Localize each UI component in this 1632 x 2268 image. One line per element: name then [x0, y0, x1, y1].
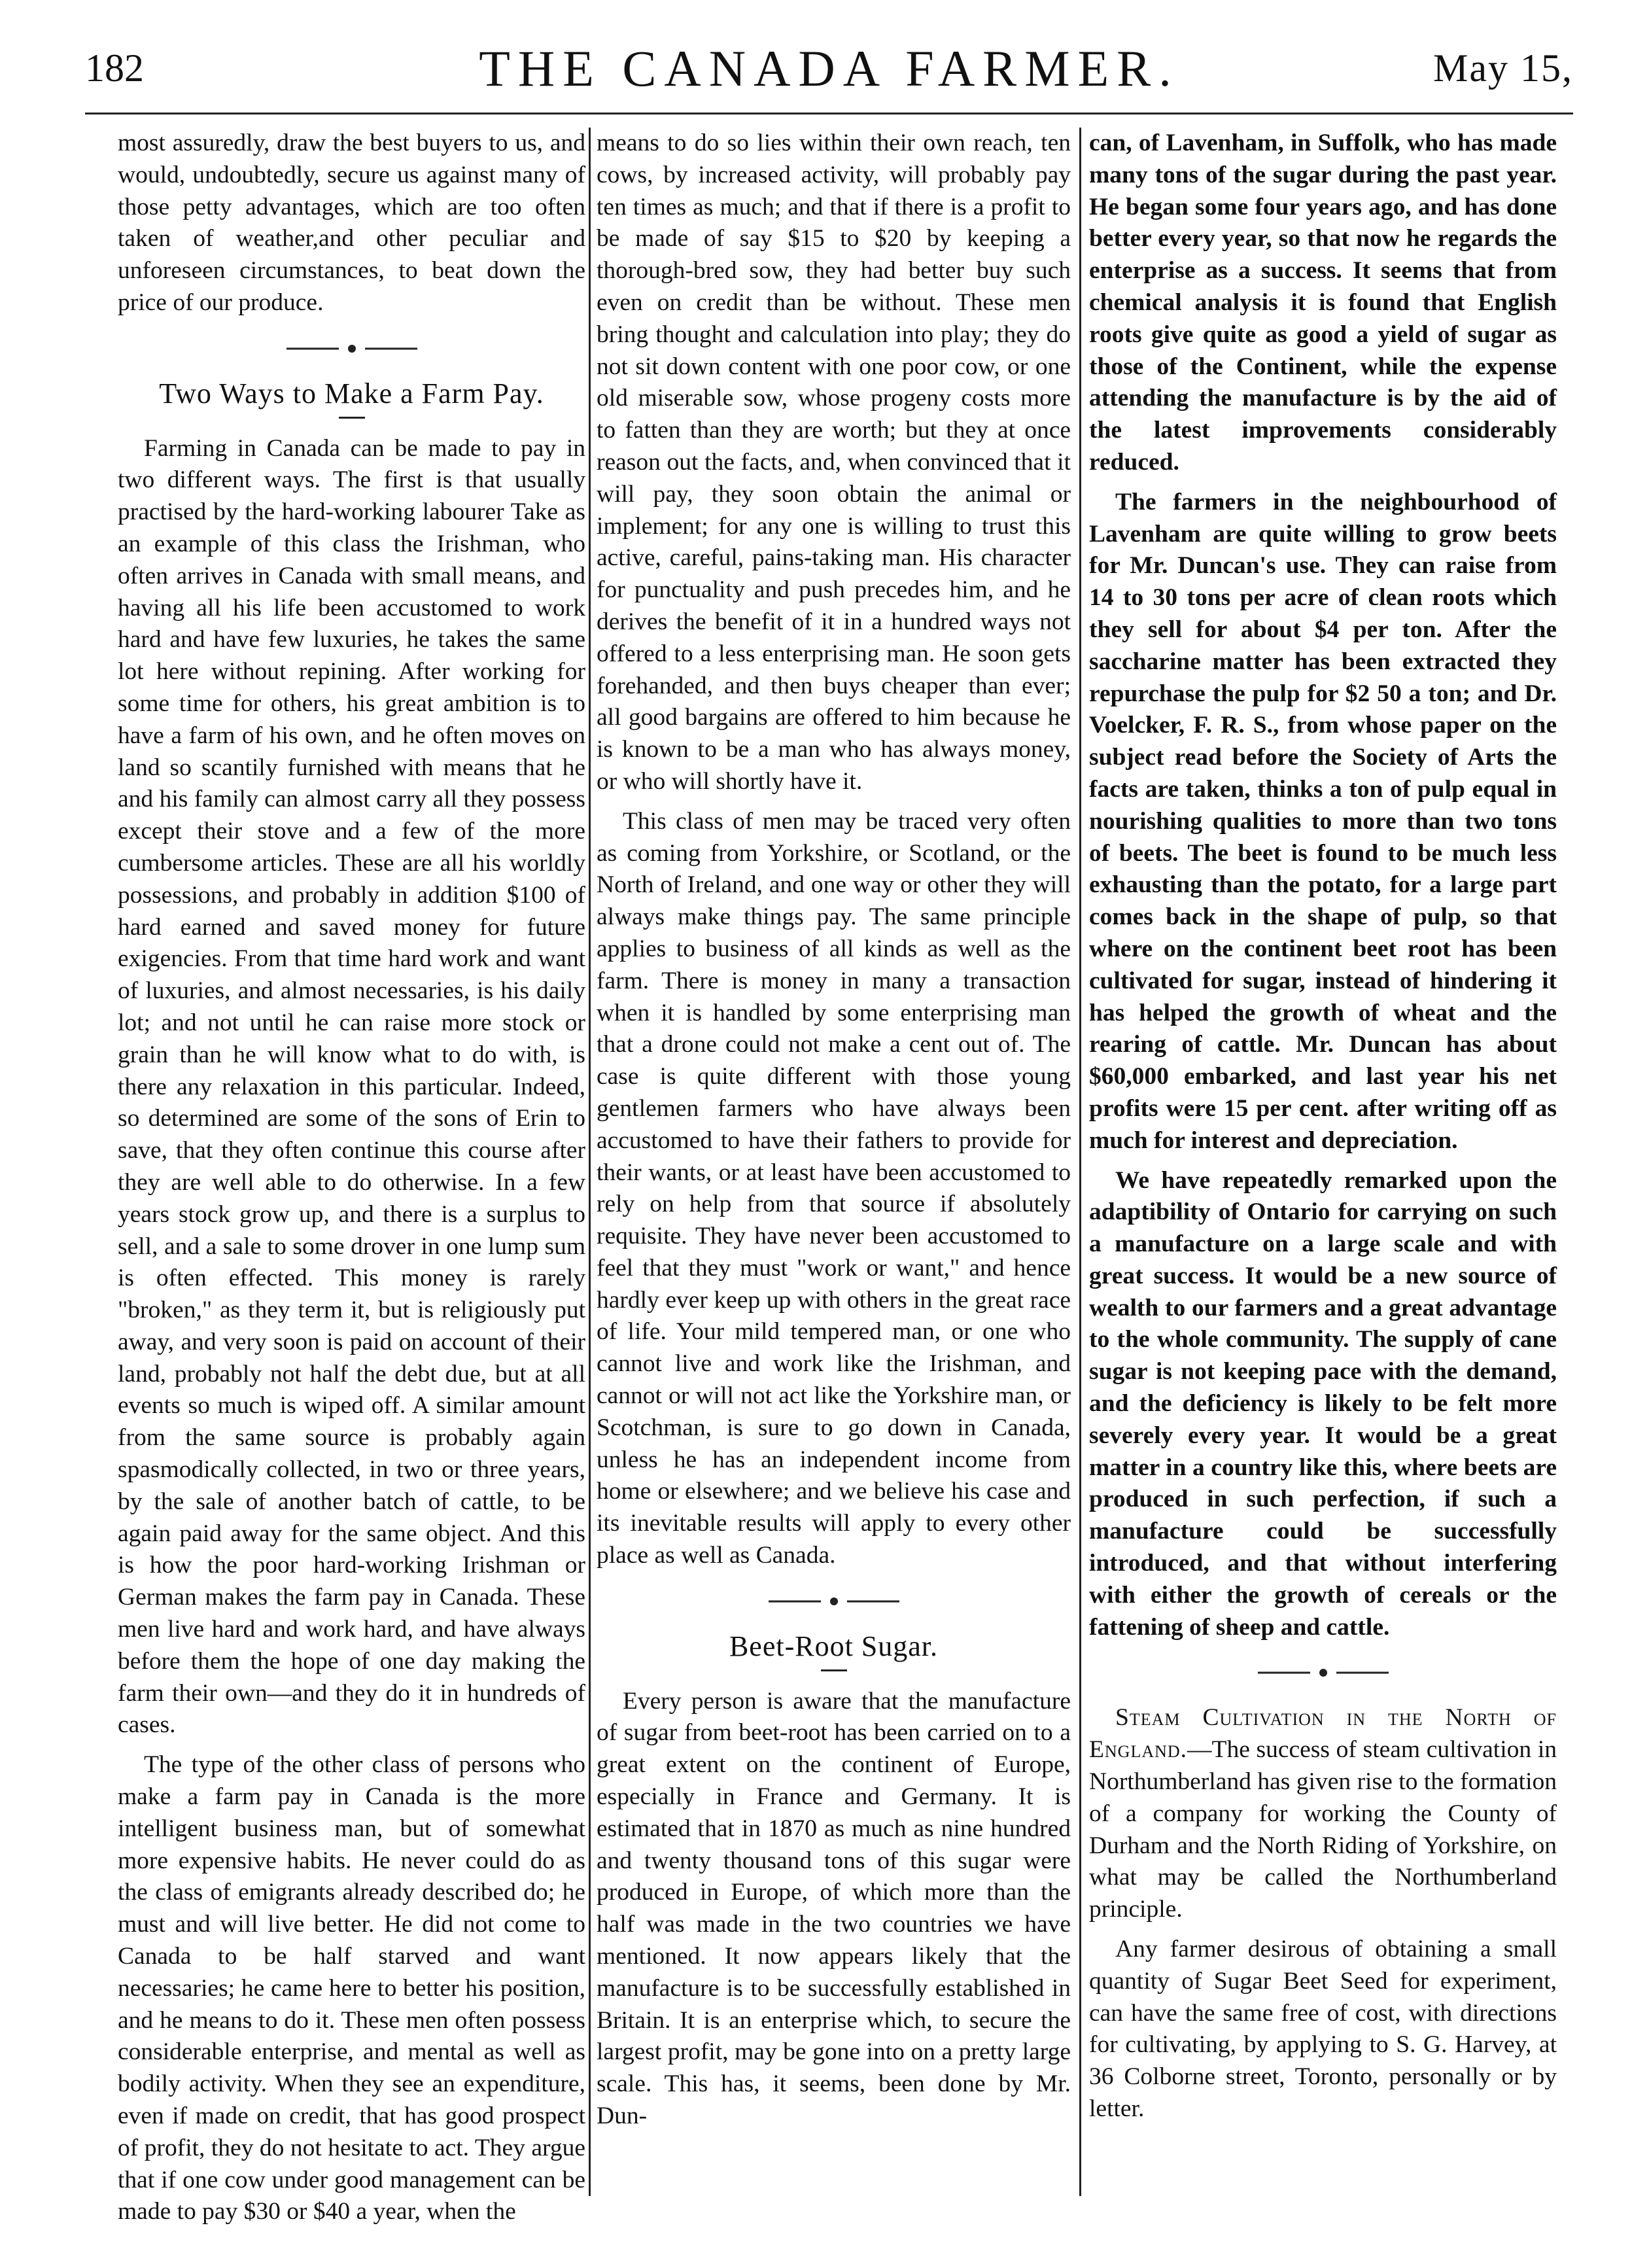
ornament-rule-icon: [1258, 1666, 1389, 1679]
article-heading-beet-root-sugar: Beet-Root Sugar.: [729, 1630, 939, 1662]
page-header: [85, 39, 1573, 111]
col3-paragraph-1: can, of Lavenham, in Suffolk, who has made many tons of the sugar during the past year. He began some four years ago, and has done better every year, so that now he regards the enterprise as a success. It seems that from chemical analysis it is found that English roots give quite as good a yield of sugar as those of the Continent, while the expense attending the manufacture is by the aid of the latest improvements considerably reduced.: [1089, 130, 1557, 476]
page-number: 182: [85, 46, 144, 90]
steam-cultivation-lead: Steam Cultivation in the North of England.: [1089, 1704, 1557, 1764]
col3-paragraph-2: The farmers in the neighbourhood of Lavenham are quite willing to grow beets for Mr. Duncan's use. They can raise from 14 to 30 tons per acre of clean roots which they sell for about $4 per ton. After the saccharine matter has been extracted they repurchase the pulp for $2 50 a ton; and Dr. Voelcker, F. R. S., from whose paper on the subject read before the Society of Arts the facts are taken, thinks a ton of pulp equal in nourishing qualities to more than two tons of beets. The beet is found to be much less exhausting than the potato, for a large part comes back in the shape of pulp, so that where on the continent beet root has been cultivated for sugar, instead of hindering it has helped the growth of wheat and the rearing of cattle. Mr. Duncan has about $60,000 embarked, and last year his net profits were 15 per cent. after writing off as much for interest and depreciation.: [1089, 488, 1557, 1154]
steam-cultivation-body: —The success of steam cultivation in Northumberland has given rise to the formation of a company for working the County of Durham and the North Riding of Yorkshire, on what may be called the Northumberland principle.: [1089, 1736, 1557, 1923]
section-ornament: [118, 332, 585, 358]
column-divider-1: [589, 128, 591, 2196]
col3-paragraph-5: Any farmer desirous of obtaining a small quantity of Sugar Beet Seed for experiment, can have the same free of cost, with directions for cultivating, by applying to S. G. Harvey, at 36 Colborne street, Toronto, personally or by letter.: [1089, 1936, 1557, 2123]
article-heading-farm-pay: Two Ways to Make a Farm Pay.: [159, 377, 544, 410]
column-1: [118, 128, 585, 2225]
issue-date: May 15,: [1433, 46, 1573, 90]
masthead-title: THE CANADA FARMER.: [479, 40, 1179, 97]
col2-paragraph-1: means to do so lies within their own reach, ten cows, by increased activity, will probably pay ten times as much; and that if there is a profit to be made of say $15 to $20 by keeping a thorough-bred sow, they had better buy such even on credit than be without. These men bring thought and calculation into play; they do not sit down content with one poor cow, or one old miserable sow, whose progeny costs more to fatten than they are worth; but they at once reason out the facts, and, when convinced that it will pay, they soon obtain the animal or implement; for any one is willing to trust this active, careful, pains-taking man. His character for punctuality and push precedes him, and he derives the benefit of it in a hundred ways not offered to a less enterprising man. He soon gets forehanded, and then buys cheaper than ever; all good bargains are offered to him because he is known to be a man who has always money, or who will shortly have it.: [597, 130, 1071, 795]
header-rule: [85, 113, 1573, 114]
col2-paragraph-2: This class of men may be traced very often as coming from Yorkshire, or Scotland, or the North of Ireland, and one way or other they will always make things pay. The same principle applies to business of all kinds as well as the farm. There is money in many a transaction when it is handled by some enterprising man that a drone could not make a cent out of. The case is quite different with those young gentlemen farmers who have always been accustomed to have their fathers to provide for their wants, or at least have been accustomed to rely on help from that source if absolutely requisite. They have never been accustomed to feel that they must "work or want," and hence hardly ever keep up with others in the great race of life. Your mild tempered man, or one who cannot live and work like the Irishman, and cannot or will not act like the Yorkshire man, or Scotchman, is sure to go down in Canada, unless he has an independent income from home or elsewhere; and we believe his case and its inevitable results will apply to every other place as well as Canada.: [597, 807, 1071, 1569]
col2-paragraph-3: Every person is aware that the manufacture of sugar from beet-root has been carried on to a great extent on the continent of Europe, especially in France and Germany. It is estimated that in 1870 as much as nine hundred and twenty thousand tons of this sugar were produced in Europe, of which more than the half was made in the two countries we have mentioned. It now appears likely that the manufacture is to be successfully established in Britain. It is an enterprise which, to secure the largest profit, may be gone into on a pretty large scale. This has, it seems, been done by Mr. Dun-: [597, 1687, 1071, 2130]
column-2: [597, 128, 1071, 2189]
column-3: [1089, 128, 1557, 2189]
col1-paragraph-2: The type of the other class of persons who make a farm pay in Canada is the more intelligent business man, but of somewhat more expensive habits. He never could do as the class of emigrants already described do; he must and will live better. He did not come to Canada to be half starved and want necessaries; he came here to better his position, and he means to do it. These men often possess considerable enterprise, and mental as well as bodily activity. When they see an expenditure, even if made on credit, that has good prospect of profit, they do not hesitate to act. They argue that if one cow under good management can be made to pay $30 or $40 a year, when the: [118, 1751, 585, 2225]
section-ornament: [1089, 1656, 1557, 1683]
section-ornament: [597, 1585, 1071, 1611]
col3-paragraph-4: [1089, 1702, 1557, 1926]
ornament-rule-icon: [286, 342, 417, 355]
col1-paragraph-1: Farming in Canada can be made to pay in two different ways. The first is that usually practised by the hard-working labourer Take as an example of this class the Irishman, who often arrives in Canada with small means, and having all his life been accustomed to work hard and have few luxuries, he takes the same lot here without repining. After working for some time for others, his great ambition is to have a farm of his own, and he often moves on land so scantily furnished with means that he and his family can almost carry all they possess except their stove and a few of the more cumbersome articles. These are all his worldly possessions, and probably in addition $100 of hard earned and saved money for future exigencies. From that time hard work and want of luxuries, and almost necessaries, is his daily lot; and not until he can raise more stock or grain than he will know what to do with, is there any relaxation in this particular. Indeed, so determined are some of the sons of Erin to save, that they often continue this course after they are well able to do otherwise. In a few years stock grow up, and there is a surplus to sell, and a sale to some drover in one lump sum is often effected. This money is rarely "broken," as they term it, but is religiously put away, and very soon is paid on account of their land, probably not half the debt due, but at all events so much is wiped off. A similar amount from the same source is probably again spasmodically collected, in two or three years, by the sale of another batch of cattle, to be again paid away for the same object. And this is how the poor hard-working Irishman or German makes the farm pay in Canada. These men live hard and work hard, and have always before them the hope of one day making the farm their own—and they do it in hundreds of cases.: [118, 434, 585, 1739]
col3-paragraph-3: We have repeatedly remarked upon the adaptibility of Ontario for carrying on such a manufacture on a large scale and with great success. It would be a new source of wealth to our farmers and a great advantage to the whole community. The supply of cane sugar is not keeping pace with the demand, and the deficiency is likely to be felt more severely every year. It would be a great matter in a country like this, where beets are produced in such perfection, if such a manufacture could be successfully introduced, and that without interfering with either the growth of cereals or the fattening of sheep and cattle.: [1089, 1166, 1557, 1641]
column-divider-2: [1079, 128, 1081, 2196]
col1-intro-paragraph: most assuredly, draw the best buyers to us, and would, undoubtedly, secure us against many of those petty advantages, which are too often taken of weather,and other peculiar and unforeseen circumstances, to beat down the price of our produce.: [118, 130, 585, 316]
heading-dash: [821, 1669, 847, 1671]
heading-dash: [339, 417, 365, 419]
ornament-rule-icon: [769, 1595, 899, 1608]
